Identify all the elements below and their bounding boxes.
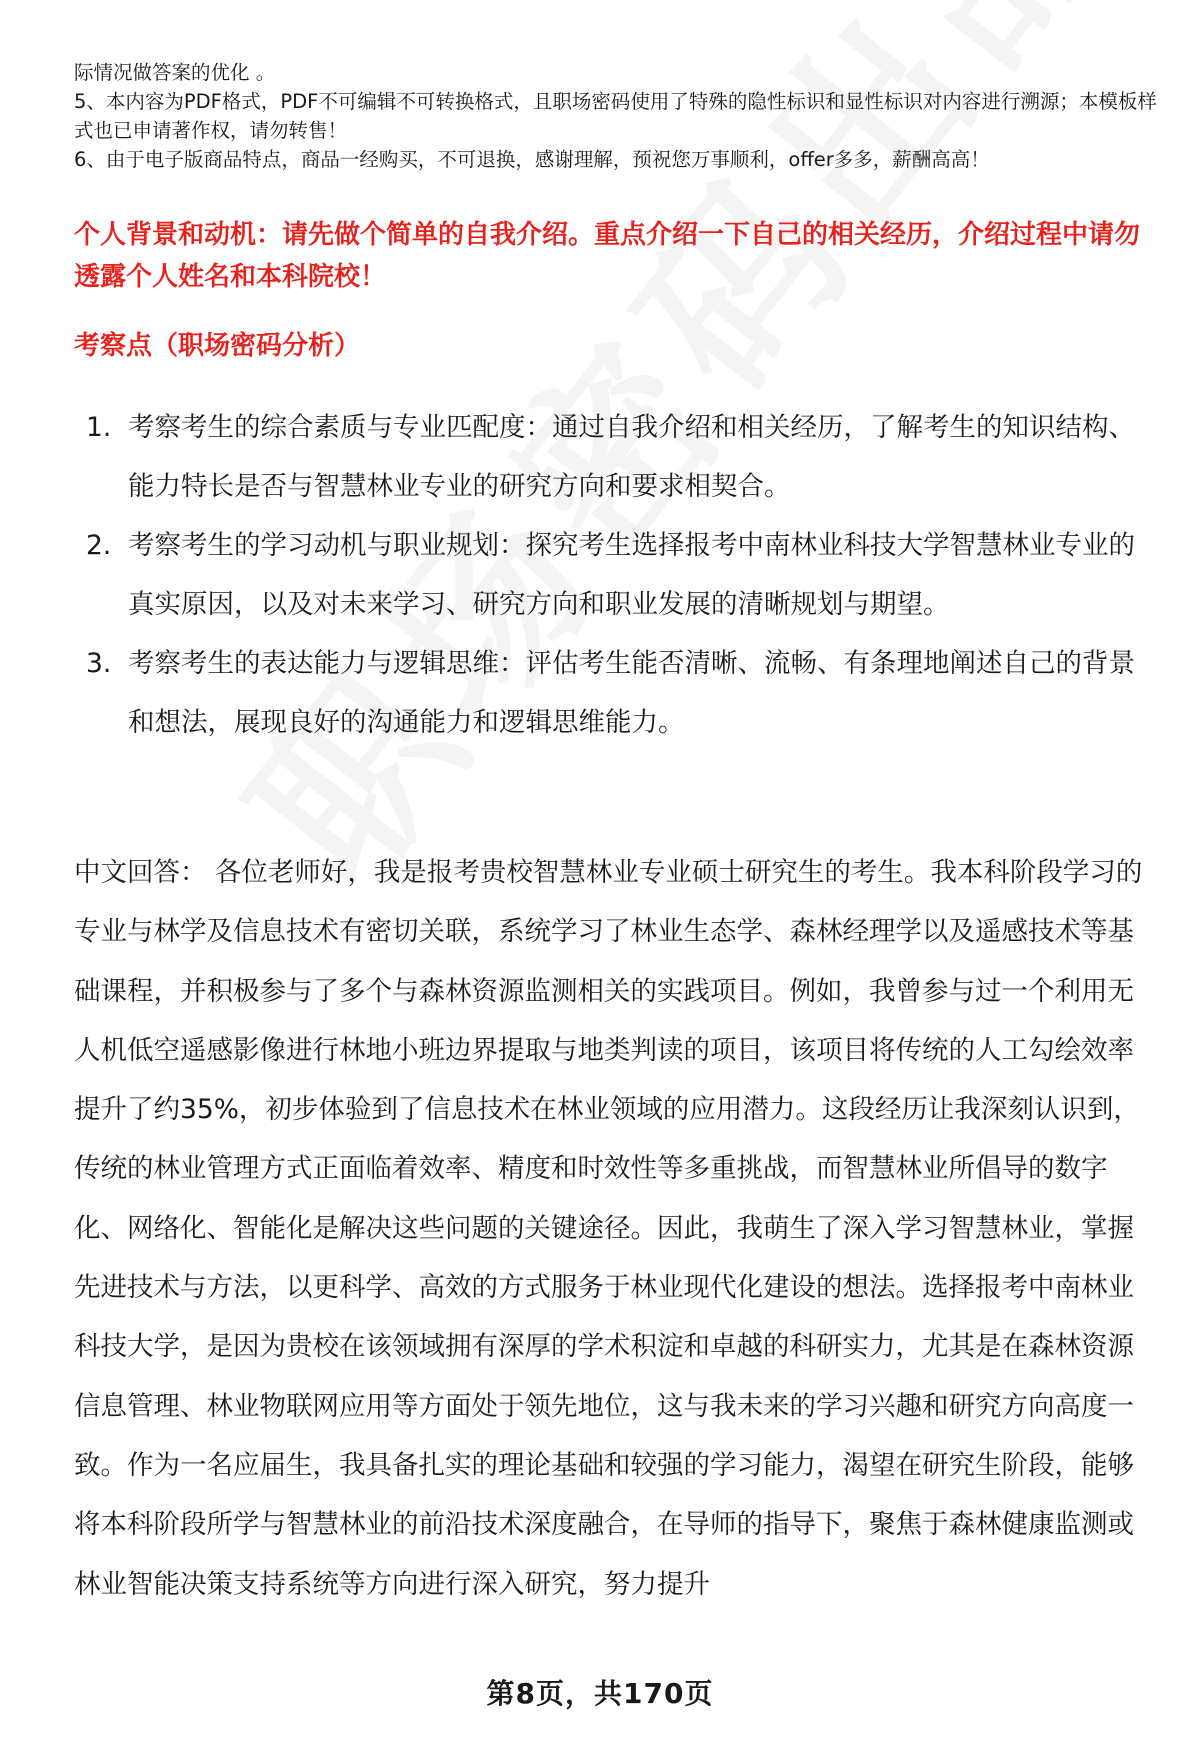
focus-heading: 考察点（职场密码分析）	[74, 331, 361, 361]
note-line: 6、由于电子版商品特点，商品一经购买，不可退换，感谢理解，预祝您万事顺利，offer多多，薪酬高高！	[74, 148, 990, 171]
notes-block	[74, 58, 1164, 174]
list-text: 考察考生的学习动机与职业规划：探究考生选择报考中南林业科技大学智慧林业专业的真实原因，以及对未来学习、研究方向和职业发展的清晰规划与期望。	[128, 530, 1135, 620]
note-line: 5、本内容为PDF格式，PDF不可编辑不可转换格式，且职场密码使用了特殊的隐性标识和显性标识对内容进行溯源；本模板样式也已申请著作权，请勿转售！	[74, 90, 1157, 142]
list-item	[74, 516, 1154, 634]
list-item	[74, 398, 1154, 516]
page-number: 第8页，共170页	[486, 1677, 714, 1710]
question-heading: 个人背景和动机：请先做个简单的自我介绍。重点介绍一下自己的相关经历，介绍过程中请勿透露个人姓名和本科院校！	[74, 220, 1141, 292]
list-item	[74, 634, 1154, 752]
list-text: 考察考生的综合素质与专业匹配度：通过自我介绍和相关经历，了解考生的知识结构、能力特长是否与智慧林业专业的研究方向和要求相契合。	[128, 412, 1135, 502]
list-number: 3.	[86, 648, 112, 679]
list-number: 1.	[86, 412, 112, 443]
list-text: 考察考生的表达能力与逻辑思维：评估考生能否清晰、流畅、有条理地阐述自己的背景和想法，展现良好的沟通能力和逻辑思维能力。	[128, 648, 1135, 738]
answer-paragraph: 中文回答： 各位老师好，我是报考贵校智慧林业专业硕士研究生的考生。我本科阶段学习的专业与林学及信息技术有密切关联，系统学习了林业生态学、森林经理学以及遥感技术等基础课程，并积极参与了多个与森林资源监测相关的实践项目。例如，我曾参与过一个利用无人机低空遥感影像进行林地小班边界提取与地类判读的项目，该项目将传统的人工勾绘效率提升了约35%，初步体验到了信息技术在林业领域的应用潜力。这段经历让我深刻认识到，传统的林业管理方式正面临着效率、精度和时效性等多重挑战，而智慧林业所倡导的数字化、网络化、智能化是解决这些问题的关键途径。因此，我萌生了深入学习智慧林业，掌握先进技术与方法，以更科学、高效的方式服务于林业现代化建设的想法。选择报考中南林业科技大学，是因为贵校在该领域拥有深厚的学术积淀和卓越的科研实力，尤其是在森林资源信息管理、林业物联网应用等方面处于领先地位，这与我未来的学习兴趣和研究方向高度一致。作为一名应届生，我具备扎实的理论基础和较强的学习能力，渴望在研究生阶段，能够将本科阶段所学与智慧林业的前沿技术深度融合，在导师的指导下，聚焦于森林健康监测或林业智能决策支持系统等方向进行深入研究，努力提升	[74, 857, 1143, 1600]
list-number: 2.	[86, 530, 112, 561]
note-line: 际情况做答案的优化 。	[74, 61, 276, 84]
focus-points-list	[74, 398, 1154, 752]
